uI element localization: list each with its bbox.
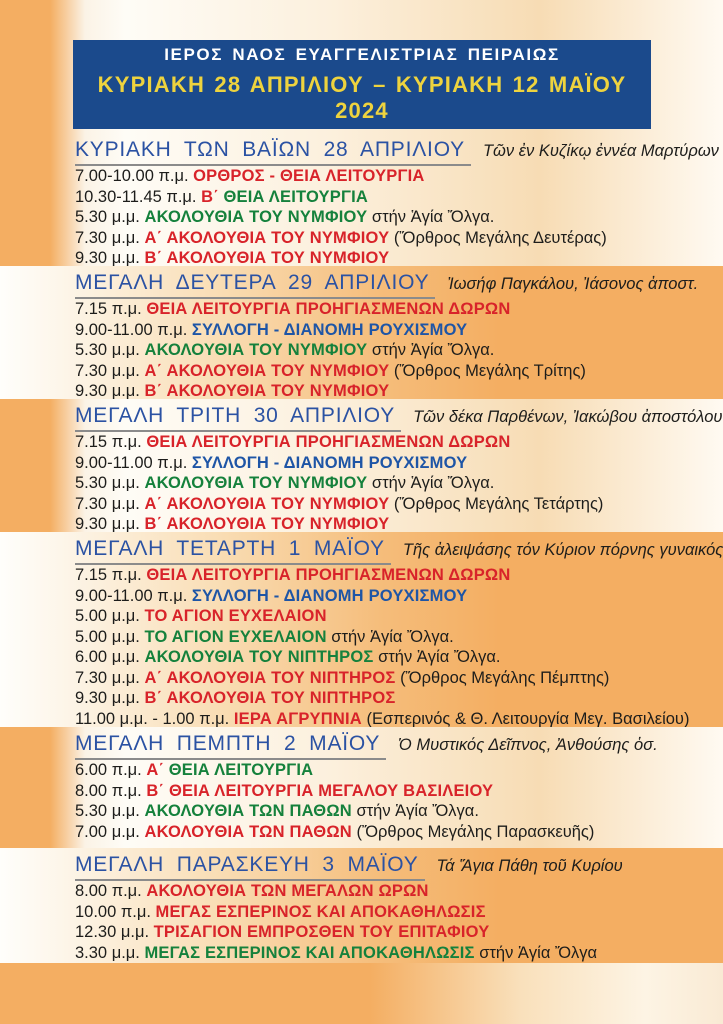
- event-text-plain: (Εσπερινός & Θ. Λειτουργία Μεγ. Βασιλείου): [366, 709, 690, 727]
- event-time: 7.15 π.μ.: [75, 433, 142, 451]
- day-header: [75, 731, 715, 758]
- event-time: 7.30 μ.μ.: [75, 494, 140, 513]
- event-row: [75, 668, 715, 689]
- event-time: 5.00 μ.μ.: [75, 607, 140, 625]
- event-row: [75, 166, 715, 187]
- event-time: 7.30 μ.μ.: [75, 361, 140, 380]
- event-time: 5.30 μ.μ.: [75, 802, 140, 820]
- event-text-red: Α΄ ΑΚΟΛΟΥΘΙΑ ΤΟΥ ΝΥΜΦΙΟΥ: [144, 494, 390, 513]
- event-text-green: ΘΕΙΑ ΛΕΙΤΟΥΡΓΙΑ: [223, 187, 368, 206]
- event-row: [75, 627, 715, 648]
- day-subtitle: Τῶν δέκα Παρθένων, Ἰακώβου ἀποστόλου: [413, 408, 723, 426]
- day-subtitle: Τῆς ἀλειψάσης τόν Κύριον πόρνης γυναικός: [402, 541, 723, 559]
- event-row: [75, 514, 715, 532]
- event-row: [75, 688, 715, 709]
- event-time: 5.00 μ.μ.: [75, 627, 140, 646]
- event-text-green: ΘΕΙΑ ΛΕΙΤΟΥΡΓΙΑ: [168, 761, 314, 779]
- event-text-red: ΘΕΙΑ ΛΕΙΤΟΥΡΓΙΑ ΠΡΟΗΓΙΑΣΜΕΝΩΝ ΔΩΡΩΝ: [146, 300, 511, 318]
- day-header: [75, 536, 723, 563]
- event-text-plain: στήν Ἁγία Ὄλγα.: [356, 802, 479, 820]
- event-time: 9.00-11.00 π.μ.: [75, 320, 188, 339]
- event-time: 9.00-11.00 π.μ.: [75, 586, 188, 605]
- event-text-green: ΜΕΓΑΣ ΕΣΠΕΡΙΝΟΣ ΚΑΙ ΑΠΟΚΑΘΗΛΩΣΙΣ: [144, 943, 475, 962]
- event-time: 11.00 μ.μ. - 1.00 π.μ.: [75, 709, 230, 727]
- event-text-plain: (Ὄρθρος Μεγάλης Πέμπτης): [400, 668, 610, 687]
- day-title: ΜΕΓΑΛΗ ΠΑΡΑΣΚΕΥΗ 3 ΜΑΪΟΥ: [75, 852, 425, 881]
- event-time: 7.30 μ.μ.: [75, 668, 140, 687]
- event-time: 7.00 μ.μ.: [75, 822, 140, 841]
- event-text-plain: στήν Ἁγία Ὄλγα.: [371, 208, 495, 226]
- event-time: 10.30-11.45 π.μ.: [75, 187, 197, 206]
- event-row: [75, 902, 715, 923]
- event-text-green: ΑΚΟΛΟΥΘΙΑ ΤΩΝ ΠΑΘΩΝ: [144, 802, 352, 820]
- event-text-red: Β΄ ΑΚΟΛΟΥΘΙΑ ΤΟΥ ΝΥΜΦΙΟΥ: [144, 249, 390, 266]
- event-text-red: Α΄ ΑΚΟΛΟΥΘΙΑ ΤΟΥ ΝΙΠΤΗΡΟΣ: [144, 668, 396, 687]
- day-header: [75, 852, 715, 879]
- day-title: ΜΕΓΑΛΗ ΠΕΜΠΤΗ 2 ΜΑΪΟΥ: [75, 731, 386, 760]
- event-row: [75, 453, 715, 474]
- day-header: [75, 137, 719, 164]
- event-text-red: ΟΡΘΡΟΣ - ΘΕΙΑ ΛΕΙΤΟΥΡΓΙΑ: [193, 167, 425, 185]
- event-row: [75, 248, 715, 266]
- event-row: [75, 432, 715, 453]
- event-time: 12.30 μ.μ.: [75, 923, 150, 941]
- schedule-sections: [0, 133, 723, 963]
- event-time: 9.30 μ.μ.: [75, 249, 140, 266]
- event-text-red: ΙΕΡΑ ΑΓΡΥΠΝΙΑ: [233, 709, 362, 727]
- event-time: 7.00-10.00 π.μ.: [75, 167, 189, 185]
- event-row: [75, 187, 715, 208]
- day-title: ΜΕΓΑΛΗ ΤΡΙΤΗ 30 ΑΠΡΙΛΙΟΥ: [75, 403, 401, 432]
- event-row: [75, 565, 715, 586]
- church-name: ΙΕΡΟΣ ΝΑΟΣ ΕΥΑΓΓΕΛΙΣΤΡΙΑΣ ΠΕΙΡΑΙΩΣ: [164, 45, 560, 64]
- day-subtitle: Ἰωσήφ Παγκάλου, Ἰάσονος ἀποστ.: [447, 275, 699, 293]
- event-row: [75, 320, 715, 341]
- day-header: [75, 403, 723, 430]
- event-text-green: ΑΚΟΛΟΥΘΙΑ ΤΟΥ ΝΥΜΦΙΟΥ: [144, 474, 368, 492]
- event-row: [75, 473, 715, 494]
- event-text-red: Β΄: [201, 187, 219, 206]
- event-text-red: Β΄ ΑΚΟΛΟΥΘΙΑ ΤΟΥ ΝΥΜΦΙΟΥ: [144, 382, 390, 399]
- event-time: 7.15 π.μ.: [75, 300, 142, 318]
- event-row: [75, 709, 715, 728]
- event-row: [75, 760, 715, 781]
- event-time: 9.30 μ.μ.: [75, 382, 140, 399]
- event-text-red: Α΄: [146, 761, 165, 779]
- day-section: [0, 727, 723, 848]
- event-text-red: ΑΚΟΛΟΥΘΙΑ ΤΩΝ ΜΕΓΑΛΩΝ ΩΡΩΝ: [146, 882, 429, 900]
- event-text-red: Β΄ ΑΚΟΛΟΥΘΙΑ ΤΟΥ ΝΙΠΤΗΡΟΣ: [144, 689, 396, 707]
- day-subtitle: Τῶν ἐν Κυζίκῳ ἐννέα Μαρτύρων: [482, 142, 719, 160]
- event-row: [75, 801, 715, 822]
- event-time: 9.00-11.00 π.μ.: [75, 453, 188, 472]
- event-text-plain: στήν Ἁγία Ὄλγα.: [331, 627, 454, 646]
- day-section: [0, 399, 723, 532]
- event-text-plain: στήν Ἁγία Ὄλγα.: [378, 648, 501, 666]
- event-text-plain: (Ὄρθρος Μεγάλης Τετάρτης): [393, 494, 604, 513]
- event-time: 3.30 μ.μ.: [75, 943, 140, 962]
- event-text-green: ΑΚΟΛΟΥΘΙΑ ΤΟΥ ΝΙΠΤΗΡΟΣ: [144, 648, 374, 666]
- event-row: [75, 606, 715, 627]
- event-row: [75, 822, 715, 843]
- day-section: [0, 133, 723, 266]
- event-text-red: Β΄ ΘΕΙΑ ΛΕΙΤΟΥΡΓΙΑ ΜΕΓΑΛΟΥ ΒΑΣΙΛΕΙΟΥ: [146, 781, 494, 800]
- event-text-plain: στήν Ἁγία Ὄλγα: [479, 943, 598, 962]
- event-text-blue: ΣΥΛΛΟΓΗ - ΔΙΑΝΟΜΗ ΡΟΥΧΙΣΜΟΥ: [191, 453, 468, 472]
- event-text-plain: στήν Ἁγία Ὄλγα.: [371, 474, 495, 492]
- day-section: [0, 266, 723, 399]
- day-title: ΜΕΓΑΛΗ ΤΕΤΑΡΤΗ 1 ΜΑΪΟΥ: [75, 536, 391, 565]
- event-text-plain: στήν Ἁγία Ὄλγα.: [371, 341, 495, 359]
- event-row: [75, 943, 715, 964]
- event-time: 5.30 μ.μ.: [75, 341, 140, 359]
- event-text-red: Α΄ ΑΚΟΛΟΥΘΙΑ ΤΟΥ ΝΥΜΦΙΟΥ: [144, 361, 390, 380]
- event-time: 6.00 μ.μ.: [75, 648, 140, 666]
- event-row: [75, 340, 715, 361]
- day-subtitle: Τά Ἅγια Πάθη τοῦ Κυρίου: [436, 857, 623, 875]
- header-banner: [73, 40, 651, 129]
- event-time: 9.30 μ.μ.: [75, 515, 140, 532]
- day-section: [0, 848, 723, 963]
- day-title: ΜΕΓΑΛΗ ΔΕΥΤΕΡΑ 29 ΑΠΡΙΛΙΟΥ: [75, 270, 435, 299]
- event-text-red: ΘΕΙΑ ΛΕΙΤΟΥΡΓΙΑ ΠΡΟΗΓΙΑΣΜΕΝΩΝ ΔΩΡΩΝ: [146, 433, 511, 451]
- event-row: [75, 586, 715, 607]
- event-text-plain: (Ὄρθρος Μεγάλης Δευτέρας): [393, 228, 607, 247]
- event-time: 8.00 π.μ.: [75, 882, 142, 900]
- event-text-red: ΑΚΟΛΟΥΘΙΑ ΤΩΝ ΠΑΘΩΝ: [144, 822, 352, 841]
- event-text-red: Β΄ ΑΚΟΛΟΥΘΙΑ ΤΟΥ ΝΥΜΦΙΟΥ: [144, 515, 390, 532]
- event-time: 7.30 μ.μ.: [75, 228, 140, 247]
- event-text-plain: (Ὄρθρος Μεγάλης Παρασκευῆς): [356, 822, 595, 841]
- event-time: 5.30 μ.μ.: [75, 474, 140, 492]
- event-row: [75, 922, 715, 943]
- event-text-red: ΘΕΙΑ ΛΕΙΤΟΥΡΓΙΑ ΠΡΟΗΓΙΑΣΜΕΝΩΝ ΔΩΡΩΝ: [146, 566, 511, 584]
- event-text-red: Α΄ ΑΚΟΛΟΥΘΙΑ ΤΟΥ ΝΥΜΦΙΟΥ: [144, 228, 390, 247]
- flyer-top-band: [0, 0, 723, 133]
- event-row: [75, 647, 715, 668]
- day-title: ΚΥΡΙΑΚΗ ΤΩΝ ΒΑΪΩΝ 28 ΑΠΡΙΛΙΟΥ: [75, 137, 471, 166]
- event-text-red: ΤΡΙΣΑΓΙΟΝ ΕΜΠΡΟΣΘΕΝ ΤΟΥ ΕΠΙΤΑΦΙΟΥ: [153, 923, 490, 941]
- event-text-green: ΤΟ ΑΓΙΟΝ ΕΥΧΕΛΑΙΟΝ: [144, 627, 327, 646]
- event-text-blue: ΣΥΛΛΟΓΗ - ΔΙΑΝΟΜΗ ΡΟΥΧΙΣΜΟΥ: [191, 320, 468, 339]
- event-row: [75, 207, 715, 228]
- event-row: [75, 781, 715, 802]
- event-row: [75, 299, 715, 320]
- event-text-plain: (Ὄρθρος Μεγάλης Τρίτης): [393, 361, 586, 380]
- event-time: 9.30 μ.μ.: [75, 689, 140, 707]
- event-row: [75, 881, 715, 902]
- day-header: [75, 270, 715, 297]
- event-text-red: ΤΟ ΑΓΙΟΝ ΕΥΧΕΛΑΙΟΝ: [144, 607, 327, 625]
- day-section: [0, 532, 723, 727]
- event-text-green: ΑΚΟΛΟΥΘΙΑ ΤΟΥ ΝΥΜΦΙΟΥ: [144, 341, 368, 359]
- event-row: [75, 228, 715, 249]
- day-subtitle: Ὁ Μυστικός Δεῖπνος, Ἀνθούσης ὁσ.: [398, 736, 658, 754]
- footer-band: [0, 963, 723, 1024]
- event-time: 6.00 π.μ.: [75, 761, 142, 779]
- event-text-blue: ΣΥΛΛΟΓΗ - ΔΙΑΝΟΜΗ ΡΟΥΧΙΣΜΟΥ: [191, 586, 468, 605]
- date-range: ΚΥΡΙΑΚΗ 28 ΑΠΡΙΛΙΟΥ – ΚΥΡΙΑΚΗ 12 ΜΑΪΟΥ 2024: [97, 72, 627, 123]
- event-text-red: ΜΕΓΑΣ ΕΣΠΕΡΙΝΟΣ ΚΑΙ ΑΠΟΚΑΘΗΛΩΣΙΣ: [155, 902, 486, 921]
- event-row: [75, 361, 715, 382]
- event-time: 7.15 π.μ.: [75, 566, 142, 584]
- event-time: 10.00 π.μ.: [75, 902, 151, 921]
- event-time: 8.00 π.μ.: [75, 781, 142, 800]
- event-row: [75, 494, 715, 515]
- event-text-green: ΑΚΟΛΟΥΘΙΑ ΤΟΥ ΝΥΜΦΙΟΥ: [144, 208, 368, 226]
- event-time: 5.30 μ.μ.: [75, 208, 140, 226]
- event-row: [75, 381, 715, 399]
